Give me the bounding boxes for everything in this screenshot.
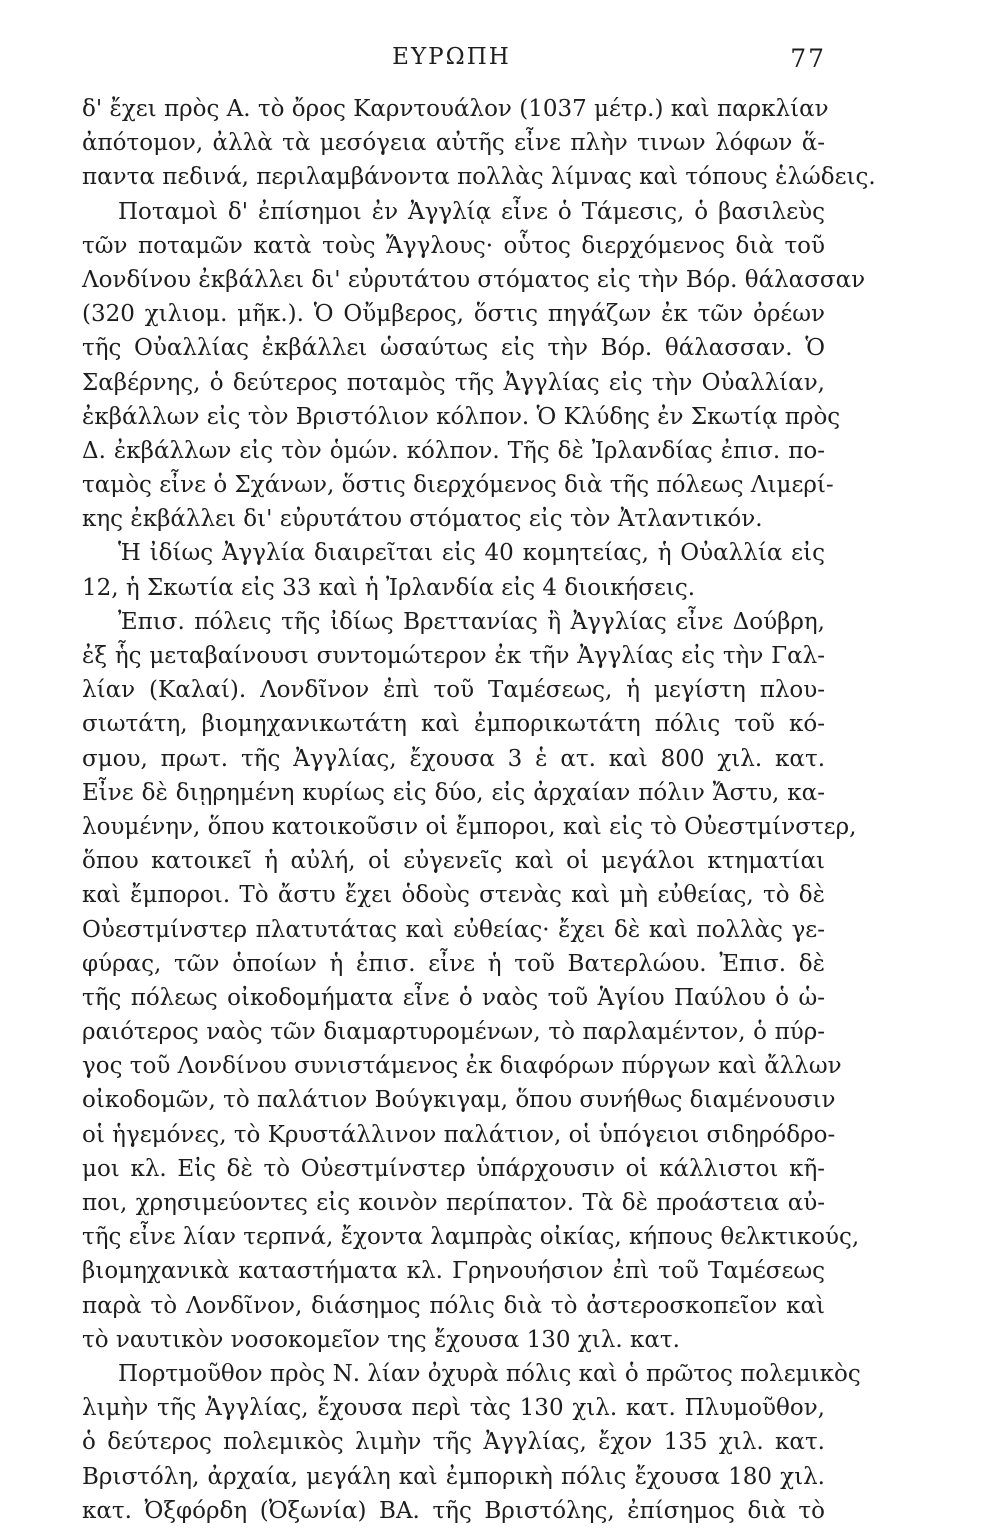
text-line: Οὐεστμίνστερ πλατυτάτας καὶ εὐθείας· ἔχει δὲ καὶ πολλὰς γε- (82, 916, 825, 943)
text-line: τῆς εἶνε λίαν τερπνά, ἔχοντα λαμπρὰς οἰκίας, κήπους θελκτικούς, (82, 1224, 860, 1251)
text-line: (320 χιλιομ. μῆκ.). Ὁ Οὔμβερος, ὅστις πηγάζων ἐκ τῶν ὀρέων (82, 301, 825, 328)
text-line: ὅπου κατοικεῖ ἡ αὐλή, οἱ εὐγενεῖς καὶ οἱ μεγάλοι κτηματίαι (82, 848, 825, 875)
text-line: λιμὴν τῆς Ἀγγλίας, ἔχουσα περὶ τὰς 130 χιλ. κατ. Πλυμοῦθον, (82, 1395, 825, 1422)
text-line: ταμὸς εἶνε ὁ Σχάνων, ὅστις διερχόμενος διὰ τῆς πόλεως Λιμερί- (82, 472, 834, 499)
text-line: τῆς Οὐαλλίας ἐκβάλλει ὡσαύτως εἰς τὴν Βόρ. θάλασσαν. Ὁ (82, 335, 825, 362)
text-line: ἐξ ἧς μεταβαίνουσι συντομώτερον ἐκ τῆν Ἀγγλίας εἰς τὴν Γαλ- (82, 643, 825, 669)
text-line: 12, ἡ Σκωτία εἰς 33 καὶ ἡ Ἰρλανδία εἰς 4 διοικήσεις. (82, 574, 696, 601)
text-line: Σαβέρνης, ὁ δεύτερος ποταμὸς τῆς Ἀγγλίας εἰς τὴν Οὐαλλίαν, (82, 369, 825, 396)
text-line: κης ἐκβάλλει δι' εὐρυτάτου στόματος εἰς τὸν Ἀτλαντικόν. (82, 506, 763, 533)
text-line: βιομηχανικὰ καταστήματα κλ. Γρηνουήσιον ἐπὶ τοῦ Ταμέσεως (82, 1258, 825, 1285)
text-line: λίαν (Καλαί). Λονδῖνον ἐπὶ τοῦ Ταμέσεως, ἡ μεγίστη πλου- (82, 677, 825, 704)
text-line: λουμένην, ὅπου κατοικοῦσιν οἱ ἔμποροι, καὶ εἰς τὸ Οὐεστμίνστερ, (82, 813, 857, 840)
text-line: Πορτμοῦθον πρὸς Ν. λίαν ὀχυρὰ πόλις καὶ ὁ πρῶτος πολεμικὸς (118, 1360, 861, 1387)
body-text (82, 92, 876, 1528)
text-line: τῶν ποταμῶν κατὰ τοὺς Ἄγγλους· οὗτος διερχόμενος διὰ τοῦ (82, 232, 825, 259)
text-line: Ἡ ἰδίως Ἀγγλία διαιρεῖται εἰς 40 κομητείας, ἡ Οὐαλλία εἰς (118, 540, 825, 567)
text-line: τῆς πόλεως οἰκοδομήματα εἶνε ὁ ναὸς τοῦ Ἁγίου Παύλου ὁ ὡ- (82, 984, 825, 1011)
text-line: καὶ ἔμποροι. Τὸ ἄστυ ἔχει ὁδοὺς στενὰς καὶ μὴ εὐθείας, τὸ δὲ (82, 882, 825, 909)
running-title: ΕΥΡΩΠΗ (392, 44, 511, 70)
text-line: ποι, χρησιμεύοντες εἰς κοινὸν περίπατον. Τὰ δὲ προάστεια αὐ- (82, 1190, 825, 1216)
text-line: φύρας, τῶν ὁποίων ἡ ἐπισ. εἶνε ἡ τοῦ Βατερλώου. Ἐπισ. δὲ (82, 950, 825, 977)
text-line: Βριστόλη, ἀρχαία, μεγάλη καὶ ἐμπορικὴ πόλις ἔχουσα 180 χιλ. (82, 1463, 825, 1490)
text-line: κατ. Ὀξφόρδη (Ὀξωνία) ΒΑ. τῆς Βριστόλης, ἐπίσημος διὰ τὸ (82, 1497, 825, 1524)
text-line: Εἶνε δὲ διῃρημένη κυρίως εἰς δύο, εἰς ἀρχαίαν πόλιν Ἄστυ, κα- (82, 779, 825, 806)
text-line: σμου, πρωτ. τῆς Ἀγγλίας, ἔχουσα 3 ἑ ατ. καὶ 800 χιλ. κατ. (82, 745, 825, 772)
text-line: οἰκοδομῶν, τὸ παλάτιον Βούγκιγαμ, ὅπου συνήθως διαμένουσιν (82, 1087, 836, 1114)
text-line: γος τοῦ Λονδίνου συνιστάμενος ἐκ διαφόρων πύργων καὶ ἄλλων (82, 1053, 842, 1080)
page-header (80, 44, 826, 84)
text-line: ραιότερος ναὸς τῶν διαμαρτυρομένων, τὸ παρλαμέντον, ὁ πύρ- (82, 1019, 825, 1046)
text-line: μοι κλ. Εἰς δὲ τὸ Οὐεστμίνστερ ὑπάρχουσιν οἱ κάλλιστοι κῆ- (82, 1155, 825, 1182)
text-line: Λονδίνου ἐκβάλλει δι' εὐρυτάτου στόματος εἰς τὴν Βόρ. θάλασσαν (82, 266, 866, 293)
text-line: Ποταμοὶ δ' ἐπίσημοι ἐν Ἀγγλίᾳ εἶνε ὁ Τάμεσις, ὁ βασιλεὺς (118, 198, 825, 225)
page-number: 77 (790, 44, 826, 73)
text-line: Ἐπισ. πόλεις τῆς ἰδίως Βρεττανίας ἢ Ἀγγλίας εἶνε Δούβρη, (118, 608, 825, 635)
text-line: ὁ δεύτερος πολεμικὸς λιμὴν τῆς Ἀγγλίας, ἔχον 135 χιλ. κατ. (82, 1429, 825, 1456)
text-line: Δ. ἐκβάλλων εἰς τὸν ὁμών. κόλπον. Τῆς δὲ Ἰρλανδίας ἐπισ. πο- (82, 437, 825, 464)
text-line: σιωτάτη, βιομηχανικωτάτη καὶ ἐμπορικωτάτη πόλις τοῦ κό- (82, 711, 825, 738)
text-line: ἀπότομον, ἀλλὰ τὰ μεσόγεια αὐτῆς εἶνε πλὴν τινων λόφων ἅ- (82, 130, 825, 157)
text-line: παντα πεδινά, περιλαμβάνοντα πολλὰς λίμνας καὶ τόπους ἑλώδεις. (82, 164, 876, 191)
text-line: ἐκβάλλων εἰς τὸν Βριστόλιον κόλπον. Ὁ Κλύδης ἐν Σκωτίᾳ πρὸς (82, 403, 841, 430)
text-line: τὸ ναυτικὸν νοσοκομεῖον της ἔχουσα 130 χιλ. κατ. (82, 1326, 680, 1353)
text-line: οἱ ἡγεμόνες, τὸ Κρυστάλλινον παλάτιον, οἱ ὑπόγειοι σιδηρόδρο- (82, 1121, 836, 1148)
text-line: παρὰ τὸ Λονδῖνον, διάσημος πόλις διὰ τὸ ἀστεροσκοπεῖον καὶ (82, 1292, 825, 1319)
text-line: δ' ἔχει πρὸς Α. τὸ ὄρος Καρντουάλον (1037 μέτρ.) καὶ παρκλίαν (82, 96, 829, 122)
